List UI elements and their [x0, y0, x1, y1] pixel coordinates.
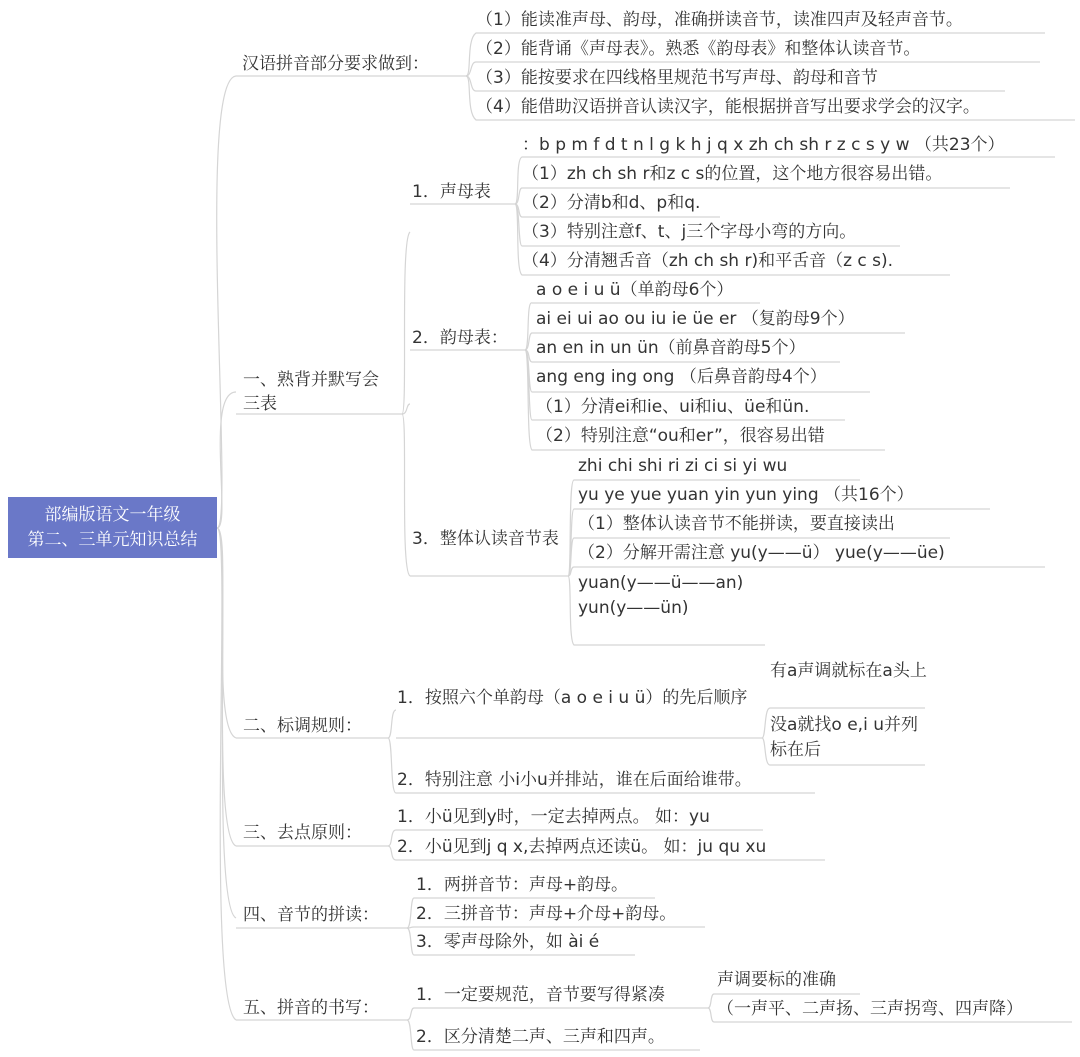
- writing-sub: 声调要标的准确: [717, 970, 836, 990]
- shengmu-item: （1）zh ch sh r和z c s的位置，这个地方很容易出错。: [522, 164, 943, 184]
- yunmu-item: ai ei ui ao ou iu ie üe er （复韵母9个）: [536, 309, 855, 329]
- requirement-item: （1）能读准声母、韵母，准确拼读音节，读准四声及轻声音节。: [476, 10, 963, 30]
- tone-rule-sub: 没a就找o e,i u并列标在后: [770, 715, 918, 760]
- tone-rule-item: 1．按照六个单韵母（a o e i u ü）的先后顺序: [397, 688, 748, 708]
- dot-rule-item: 1．小ü见到y时，一定去掉两点。 如：yu: [397, 807, 710, 827]
- root-title-line2: 第二、三单元知识总结: [27, 529, 198, 550]
- section-3-title: 三、去点原则：: [243, 823, 362, 843]
- section-2-title: 二、标调规则：: [243, 716, 362, 736]
- yunmu-item: （1）分清ei和ie、ui和iu、üe和ün.: [536, 397, 810, 417]
- yunmu-item: （2）特别注意“ou和er”，很容易出错: [536, 426, 825, 446]
- root-node: [8, 497, 217, 558]
- writing-sub: （一声平、二声扬、三声拐弯、四声降）: [717, 999, 1023, 1019]
- dot-rule-item: 2．小ü见到j q x,去掉两点还读ü。 如：ju qu xu: [397, 837, 767, 857]
- shengmu-item: （3）特别注意f、t、j三个字母小弯的方向。: [522, 222, 857, 242]
- writing-item: 2．区分清楚二声、三声和四声。: [416, 1027, 665, 1047]
- syllable-item: 1．两拼音节：声母+韵母。: [416, 875, 629, 895]
- zhengti-item: yuan(y——ü——an) yun(y——ün): [578, 573, 744, 618]
- section-4-title: 四、音节的拼读：: [243, 905, 379, 925]
- yunmu-table-title: 2．韵母表：: [412, 328, 508, 348]
- pinyin-requirements-title: 汉语拼音部分要求做到：: [242, 54, 429, 74]
- section-5-title: 五、拼音的书写：: [243, 998, 379, 1018]
- yunmu-item: ang eng ing ong （后鼻音韵母4个）: [536, 367, 827, 387]
- tone-rule-sub: 有a声调就标在a头上: [770, 661, 927, 681]
- zhengti-item: yu ye yue yuan yin yun ying （共16个）: [578, 485, 914, 505]
- shengmu-table-title: 1．声母表: [412, 182, 491, 202]
- shengmu-item: ：b p m f d t n l g k h j q x zh ch sh r z c s y w （共23个）: [522, 135, 1005, 155]
- shengmu-item: （2）分清b和d、p和q.: [522, 193, 701, 213]
- zhengti-table-title: 3．整体认读音节表: [412, 529, 559, 549]
- root-title-line1: 部编版语文一年级: [44, 504, 181, 525]
- section-1-title: 一、熟背并默写会三表: [243, 370, 379, 414]
- zhengti-item: （1）整体认读音节不能拼读，要直接读出: [578, 514, 895, 534]
- tone-rule-item: 2．特别注意 小i小u并排站，谁在后面给谁带。: [397, 770, 752, 790]
- zhengti-item: （2）分解开需注意 yu(y——ü） yue(y——üe): [578, 543, 945, 563]
- yunmu-item: a o e i u ü（单韵母6个）: [536, 280, 734, 300]
- writing-item: 1．一定要规范，音节要写得紧凑: [416, 985, 665, 1005]
- syllable-item: 3．零声母除外，如 ài é: [416, 932, 600, 952]
- syllable-item: 2．三拼音节：声母+介母+韵母。: [416, 904, 677, 924]
- zhengti-item: zhi chi shi ri zi ci si yi wu: [578, 456, 788, 476]
- shengmu-item: （4）分清翘舌音（zh ch sh r)和平舌音（z c s).: [522, 251, 894, 271]
- yunmu-item: an en in un ün（前鼻音韵母5个）: [536, 338, 806, 358]
- requirement-item: （4）能借助汉语拼音认读汉字，能根据拼音写出要求学会的汉字。: [476, 97, 980, 117]
- requirement-item: （2）能背诵《声母表》。熟悉《韵母表》和整体认读音节。: [476, 39, 921, 59]
- requirement-item: （3）能按要求在四线格里规范书写声母、韵母和音节: [476, 68, 878, 88]
